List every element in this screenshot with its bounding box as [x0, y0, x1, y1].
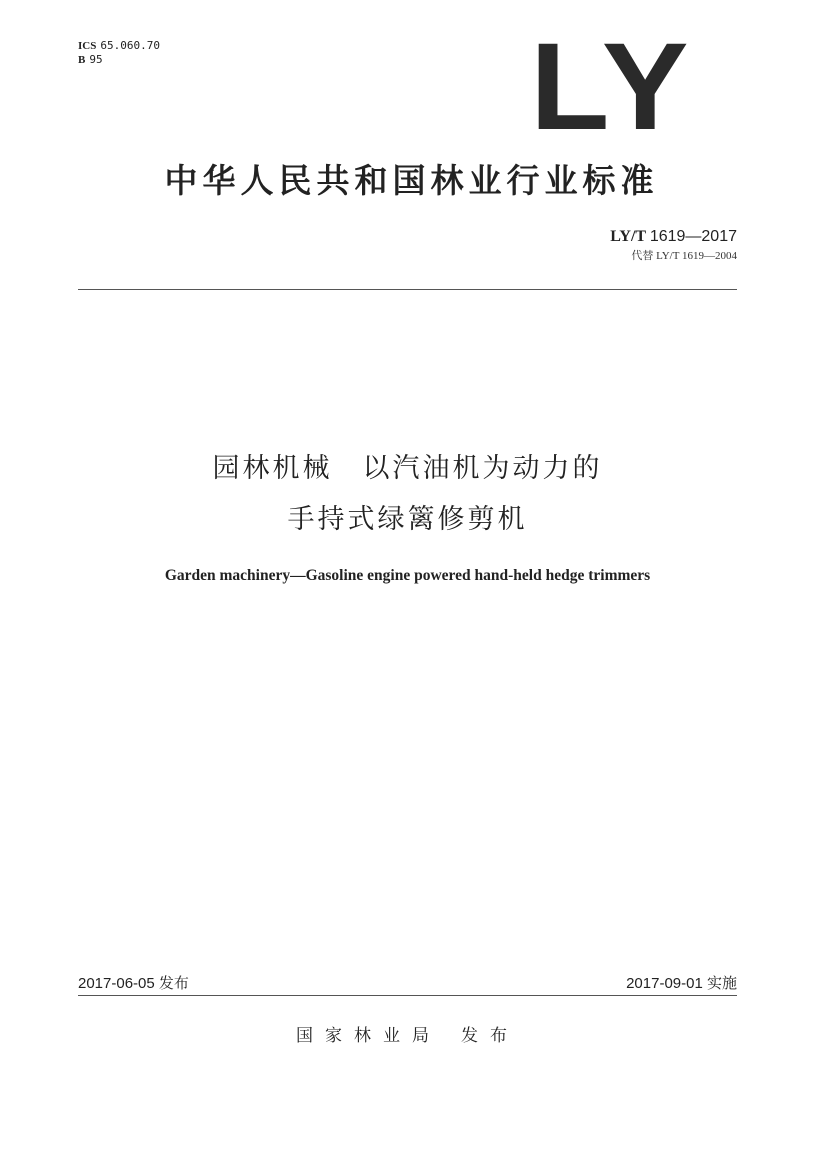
publish-date: 2017-06-05 发布 — [78, 975, 189, 992]
standard-number: 1619—2017 — [649, 228, 737, 245]
replaces-note: 代替 LY/T 1619—2004 — [631, 250, 737, 262]
classification-block — [78, 39, 160, 67]
standard-category-title: 中华人民共和国林业行业标准 — [164, 161, 659, 200]
bottom-divider — [78, 995, 737, 996]
english-title: Garden machinery—Gasoline engine powered hand-held hedge trimmers — [164, 567, 651, 584]
ics-value: 65.060.70 — [100, 39, 160, 52]
implement-date: 2017-09-01 实施 — [626, 975, 737, 992]
chinese-title-line-1: 园林机械 以汽油机为动力的 — [212, 453, 603, 484]
issuer-line — [0, 1021, 815, 1046]
top-divider — [78, 289, 737, 290]
ly-logo: LY — [530, 18, 693, 156]
issuer-name: 国家林业局 — [296, 1026, 441, 1046]
ccs-value: 95 — [89, 53, 103, 66]
ics-line — [78, 39, 160, 53]
ics-label: ICS — [78, 40, 97, 52]
standard-prefix: LY/T — [610, 228, 646, 245]
ccs-label: B — [78, 54, 86, 66]
standard-code — [610, 228, 737, 246]
ccs-line — [78, 53, 160, 67]
chinese-title-line-2: 手持式绿篱修剪机 — [287, 504, 528, 535]
issuer-action: 发布 — [461, 1026, 519, 1046]
